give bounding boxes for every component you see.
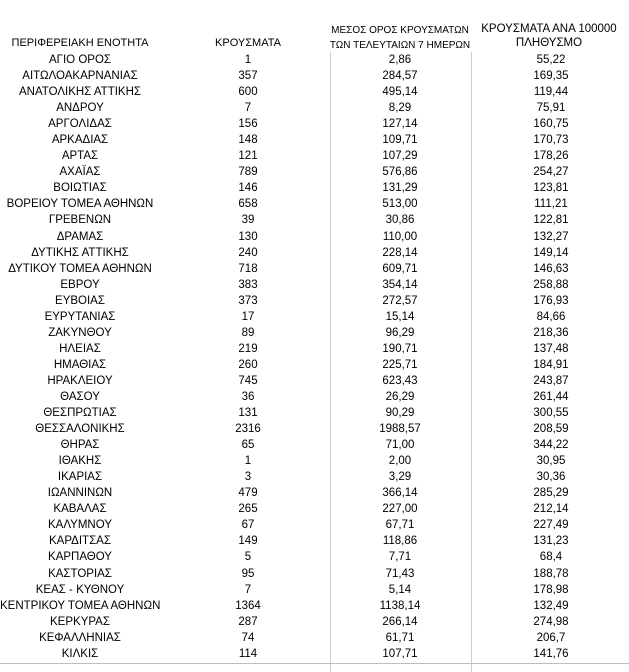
cell-region: ΚΙΛΚΙΣ: [61, 647, 99, 660]
cell-avg-7-days: 107,71: [382, 647, 418, 660]
cell-per-100k: 149,14: [533, 246, 569, 259]
cell-region: ΗΜΑΘΙΑΣ: [53, 358, 107, 371]
table-row: [0, 148, 629, 164]
cell-avg-7-days: 71,43: [385, 567, 415, 580]
cell-per-100k: 30,36: [536, 471, 566, 484]
table-row: [0, 469, 629, 485]
cell-avg-7-days: 2,00: [388, 455, 412, 468]
cell-cases: 36: [241, 390, 255, 403]
table-row: [0, 566, 629, 582]
cell-per-100k: 111,21: [534, 198, 568, 211]
cell-cases: 146: [238, 182, 258, 195]
header-per-line1: ΚΡΟΥΣΜΑΤΑ ΑΝΑ 100000: [481, 23, 617, 35]
cell-region: ΑΡΓΟΛΙΔΑΣ: [48, 118, 112, 131]
cell-region: ΘΗΡΑΣ: [60, 439, 100, 452]
cell-per-100k: 184,91: [533, 358, 569, 371]
cell-per-100k: 170,73: [533, 134, 569, 147]
cell-region: ΙΘΑΚΗΣ: [58, 455, 102, 468]
cell-per-100k: 285,29: [533, 487, 569, 500]
table-row: [0, 132, 629, 148]
table-row: [0, 196, 629, 212]
cell-per-100k: 84,66: [536, 310, 566, 323]
cell-avg-7-days: 96,29: [385, 326, 415, 339]
column-divider: [471, 52, 472, 672]
table-row: [0, 646, 629, 662]
table-row: [0, 116, 629, 132]
cell-avg-7-days: 3,29: [388, 471, 412, 484]
cell-region: ΗΛΕΙΑΣ: [59, 342, 101, 355]
cell-per-100k: 227,49: [533, 519, 569, 532]
cell-cases: 114: [238, 647, 258, 660]
table-row: [0, 229, 629, 245]
cell-cases: 2316: [235, 423, 261, 436]
cell-avg-7-days: 67,71: [385, 519, 415, 532]
cell-avg-7-days: 7,71: [388, 551, 412, 564]
cell-cases: 3: [244, 471, 252, 484]
table-row: [0, 325, 629, 341]
cell-cases: 383: [238, 278, 258, 291]
cell-per-100k: 132,27: [533, 230, 569, 243]
cell-per-100k: 131,23: [533, 535, 569, 548]
cell-per-100k: 254,27: [533, 166, 569, 179]
cell-avg-7-days: 71,00: [385, 439, 415, 452]
cell-cases: 658: [238, 198, 258, 211]
cell-per-100k: 146,63: [533, 262, 569, 275]
cell-region: ΑΧΑΪΑΣ: [59, 166, 101, 179]
table-row: [0, 405, 629, 421]
cell-region: ΚΑΣΤΟΡΙΑΣ: [48, 567, 112, 580]
cell-avg-7-days: 26,29: [385, 390, 415, 403]
cell-region: ΑΝΑΤΟΛΙΚΗΣ ΑΤΤΙΚΗΣ: [18, 86, 141, 99]
cell-region: ΕΒΡΟΥ: [60, 278, 100, 291]
cell-per-100k: 208,59: [533, 423, 569, 436]
table-row: [0, 277, 629, 293]
cell-region: ΚΕΡΚΥΡΑΣ: [50, 615, 110, 628]
cell-cases: 600: [238, 86, 258, 99]
header-avg-line1: ΜΕΣΟΣ ΟΡΟΣ ΚΡΟΥΣΜΑΤΩΝ: [331, 25, 469, 36]
cell-cases: 156: [238, 118, 258, 131]
cell-avg-7-days: 90,29: [385, 407, 415, 420]
cell-avg-7-days: 1988,57: [379, 423, 421, 436]
cell-cases: 67: [241, 519, 255, 532]
table-row: [0, 630, 629, 646]
table-row: [0, 261, 629, 277]
cell-cases: 74: [241, 631, 255, 644]
cell-region: ΑΡΤΑΣ: [61, 150, 99, 163]
cell-cases: 357: [238, 70, 258, 83]
cell-avg-7-days: 227,00: [382, 503, 418, 516]
cell-avg-7-days: 284,57: [382, 70, 418, 83]
cell-region: ΙΩΑΝΝΙΝΩΝ: [47, 487, 113, 500]
cell-avg-7-days: 609,71: [382, 262, 418, 275]
cell-avg-7-days: 107,29: [382, 150, 418, 163]
cell-avg-7-days: 190,71: [382, 342, 418, 355]
cell-per-100k: 300,55: [533, 407, 569, 420]
table-row: [0, 100, 629, 116]
cell-region: ΚΕΑΣ - ΚΥΘΝΟΥ: [35, 583, 125, 596]
table-row: [0, 84, 629, 100]
cell-avg-7-days: 366,14: [382, 487, 418, 500]
cell-region: ΒΟΡΕΙΟΥ ΤΟΜΕΑ ΑΘΗΝΩΝ: [6, 198, 154, 211]
table-row: [0, 293, 629, 309]
cell-avg-7-days: 228,14: [382, 246, 418, 259]
cell-cases: 479: [238, 487, 258, 500]
table-row: [0, 357, 629, 373]
cell-avg-7-days: 2,86: [388, 54, 412, 66]
cell-cases: 265: [238, 503, 258, 516]
cell-region: ΕΥΒΟΙΑΣ: [55, 294, 105, 307]
cell-per-100k: 178,98: [533, 583, 569, 596]
cell-cases: 1364: [235, 599, 261, 612]
cell-region: ΚΕΦΑΛΛΗΝΙΑΣ: [39, 631, 121, 644]
cell-per-100k: 132,49: [533, 599, 569, 612]
header-per-100k: [470, 22, 628, 50]
cell-cases: 745: [238, 374, 258, 387]
table-row: [0, 421, 629, 437]
column-divider: [330, 52, 331, 672]
cell-per-100k: 30,95: [536, 455, 566, 468]
cell-per-100k: 212,14: [533, 503, 569, 516]
table-row: [0, 485, 629, 501]
table-row: [0, 389, 629, 405]
cell-avg-7-days: 1138,14: [379, 599, 421, 612]
cell-avg-7-days: 354,14: [382, 278, 418, 291]
cell-avg-7-days: 266,14: [382, 615, 418, 628]
cell-cases: 7: [244, 583, 252, 596]
cell-per-100k: 176,93: [533, 294, 569, 307]
cell-per-100k: 122,81: [533, 214, 569, 227]
cell-per-100k: 243,87: [533, 374, 569, 387]
table-row: [0, 614, 629, 630]
cell-avg-7-days: 61,71: [385, 631, 415, 644]
cell-region: ΚΕΝΤΡΙΚΟΥ ΤΟΜΕΑ ΑΘΗΝΩΝ: [0, 599, 161, 612]
cell-region: ΑΓΙΟ ΟΡΟΣ: [48, 54, 111, 66]
cell-cases: 39: [241, 214, 255, 227]
cell-per-100k: 119,44: [533, 86, 569, 99]
table-row: [0, 212, 629, 228]
cell-cases: 65: [241, 439, 255, 452]
cell-cases: 89: [241, 326, 255, 339]
cell-cases: 95: [241, 567, 255, 580]
header-region: ΠΕΡΙΦΕΡΕΙΑΚΗ ΕΝΟΤΗΤΑ: [11, 37, 149, 49]
table-row: [0, 598, 629, 614]
cell-avg-7-days: 495,14: [382, 86, 418, 99]
table-row: [0, 533, 629, 549]
cell-cases: 130: [238, 230, 258, 243]
cell-per-100k: 274,98: [533, 615, 569, 628]
cell-region: ΚΑΡΔΙΤΣΑΣ: [49, 535, 111, 548]
cell-cases: 5: [244, 551, 252, 564]
cell-per-100k: 344,22: [533, 439, 569, 452]
cell-region: ΘΕΣΣΑΛΟΝΙΚΗΣ: [35, 423, 125, 436]
cell-per-100k: 218,36: [533, 326, 569, 339]
cell-per-100k: 123,81: [533, 182, 569, 195]
cell-region: ΑΝΔΡΟΥ: [56, 102, 104, 115]
table-row: [0, 180, 629, 196]
table-row: [0, 52, 629, 68]
cell-region: ΚΑΡΠΑΘΟΥ: [48, 551, 112, 564]
cell-region: ΒΟΙΩΤΙΑΣ: [53, 182, 107, 195]
cell-cases: 219: [238, 342, 258, 355]
table-row: [0, 501, 629, 517]
cell-avg-7-days: 109,71: [382, 134, 418, 147]
table-row: [0, 164, 629, 180]
table-bottom-border: [0, 663, 629, 664]
cell-cases: 260: [238, 358, 258, 371]
cell-avg-7-days: 30,86: [385, 214, 415, 227]
table-row: [0, 373, 629, 389]
cell-per-100k: 141,76: [533, 647, 569, 660]
table-row: [0, 549, 629, 565]
table-row: [0, 245, 629, 261]
table-row: [0, 582, 629, 598]
cell-cases: 121: [238, 150, 258, 163]
table-row: [0, 309, 629, 325]
table-row: [0, 68, 629, 84]
cell-per-100k: 75,91: [536, 102, 566, 115]
cell-region: ΘΑΣΟΥ: [60, 390, 100, 403]
cell-region: ΗΡΑΚΛΕΙΟΥ: [47, 374, 113, 387]
cell-region: ΖΑΚΥΝΘΟΥ: [48, 326, 112, 339]
cell-per-100k: 68,4: [539, 551, 563, 564]
table-row: [0, 341, 629, 357]
cell-region: ΔΥΤΙΚΗΣ ΑΤΤΙΚΗΣ: [31, 246, 129, 259]
cell-avg-7-days: 225,71: [382, 358, 418, 371]
cell-region: ΔΡΑΜΑΣ: [56, 230, 104, 243]
cell-avg-7-days: 576,86: [382, 166, 418, 179]
cell-region: ΕΥΡΥΤΑΝΙΑΣ: [44, 310, 116, 323]
cell-per-100k: 169,35: [533, 70, 569, 83]
cell-per-100k: 261,44: [533, 390, 569, 403]
cell-cases: 240: [238, 246, 258, 259]
cell-region: ΚΑΛΥΜΝΟΥ: [48, 519, 112, 532]
cell-avg-7-days: 131,29: [382, 182, 418, 195]
cell-cases: 149: [238, 535, 258, 548]
header-cases: ΚΡΟΥΣΜΑΤΑ: [215, 37, 281, 49]
cell-per-100k: 178,26: [533, 150, 569, 163]
cell-avg-7-days: 127,14: [382, 118, 418, 131]
cell-cases: 789: [238, 166, 258, 179]
cell-cases: 718: [238, 262, 258, 275]
cell-cases: 287: [238, 615, 258, 628]
cell-per-100k: 160,75: [533, 118, 569, 131]
cell-region: ΘΕΣΠΡΩΤΙΑΣ: [43, 407, 117, 420]
cell-avg-7-days: 272,57: [382, 294, 418, 307]
table-row: [0, 517, 629, 533]
cell-avg-7-days: 5,14: [388, 583, 412, 596]
header-per-line2: ΠΛΗΘΥΣΜΟ: [515, 37, 583, 49]
cell-avg-7-days: 623,43: [382, 374, 418, 387]
cell-per-100k: 258,88: [533, 278, 569, 291]
cell-avg-7-days: 110,00: [382, 230, 418, 243]
table-row: [0, 437, 629, 453]
header-avg-line2: ΤΩΝ ΤΕΛΕΥΤΑΙΩΝ 7 ΗΜΕΡΩΝ: [329, 40, 471, 51]
cell-cases: 7: [244, 102, 252, 115]
cell-region: ΑΡΚΑΔΙΑΣ: [51, 134, 109, 147]
cell-cases: 148: [238, 134, 258, 147]
cell-avg-7-days: 118,86: [382, 535, 418, 548]
cell-per-100k: 137,48: [533, 342, 569, 355]
header-avg-7-days: [315, 23, 485, 53]
table-row: [0, 453, 629, 469]
cell-per-100k: 188,78: [533, 567, 569, 580]
cell-per-100k: 55,22: [536, 54, 566, 66]
data-table: [0, 52, 629, 662]
cell-region: ΚΑΒΑΛΑΣ: [53, 503, 107, 516]
cell-cases: 373: [238, 294, 258, 307]
cell-cases: 1: [244, 455, 252, 468]
cell-per-100k: 206,7: [536, 631, 566, 644]
cell-region: ΑΙΤΩΛΟΑΚΑΡΝΑΝΙΑΣ: [22, 70, 138, 83]
cell-region: ΓΡΕΒΕΝΩΝ: [48, 214, 112, 227]
cell-avg-7-days: 513,00: [382, 198, 418, 211]
cell-region: ΙΚΑΡΙΑΣ: [57, 471, 103, 484]
cell-cases: 17: [241, 310, 255, 323]
cell-avg-7-days: 8,29: [388, 102, 412, 115]
cell-avg-7-days: 15,14: [385, 310, 415, 323]
cell-cases: 1: [244, 54, 252, 66]
cell-region: ΔΥΤΙΚΟΥ ΤΟΜΕΑ ΑΘΗΝΩΝ: [8, 262, 152, 275]
cell-cases: 131: [238, 407, 258, 420]
